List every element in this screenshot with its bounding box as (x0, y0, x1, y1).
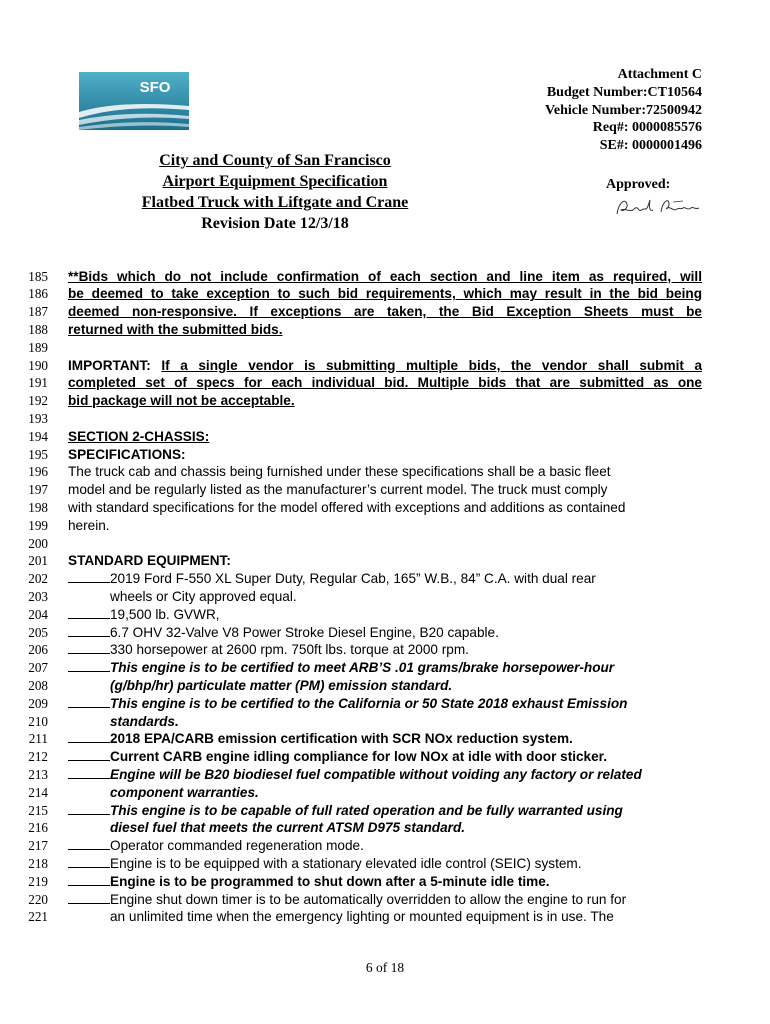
document-line (0, 837, 770, 855)
document-line (0, 695, 770, 713)
checkbox-blank (68, 730, 110, 743)
line-text (68, 891, 626, 909)
line-text (68, 268, 702, 286)
checkbox-blank (68, 641, 110, 654)
document-line (0, 552, 770, 570)
line-number: 200 (28, 535, 48, 551)
line-number: 208 (28, 677, 48, 693)
line-text (68, 481, 607, 499)
line-content: with standard specifications for the model offered with exceptions and additions as contained (68, 499, 626, 515)
line-number: 209 (28, 695, 48, 711)
page-number: 6 of 18 (365, 960, 405, 975)
line-content: Engine will be B20 biodiesel fuel compatible without voiding any factory or related (110, 766, 642, 782)
document-line (0, 730, 770, 748)
document-line (0, 499, 770, 517)
se-number: SE#: 0000001496 (599, 138, 702, 154)
line-content: **Bids which do not include confirmation of each section and line item as required, will (68, 268, 702, 284)
line-number: 218 (28, 855, 48, 871)
attachment-block (545, 66, 702, 155)
line-number: 220 (28, 891, 48, 907)
vehicle-number: Vehicle Number:72500942 (545, 102, 702, 118)
line-content: This engine is to be capable of full rated operation and be fully warranted using (110, 802, 623, 818)
line-number: 196 (28, 464, 48, 480)
line-number: 189 (28, 339, 48, 355)
document-line (0, 410, 770, 428)
signature-image (613, 194, 705, 220)
line-content: deemed non-responsive. If exceptions are taken, the Bid Exception Sheets must be (68, 304, 702, 320)
document-line (0, 446, 770, 464)
line-content: This engine is to be certified to meet ARB’S .01 grams/brake horsepower-hour (110, 660, 615, 676)
line-number: 204 (28, 606, 48, 622)
document-line (0, 392, 770, 410)
line-text (68, 499, 625, 517)
line-number: 213 (28, 766, 48, 782)
line-number: 205 (28, 624, 48, 640)
line-content: bid package will not be acceptable. (68, 393, 295, 409)
line-content: Engine is to be equipped with a stationary elevated idle control (SEIC) system. (110, 855, 582, 871)
important-text: If a single vendor is submitting multiple bids, the vendor shall submit a (161, 357, 702, 373)
document-line (0, 339, 770, 357)
document-line (0, 659, 770, 677)
checkbox-blank (68, 748, 110, 761)
document-line (0, 766, 770, 784)
line-number: 215 (28, 802, 48, 818)
line-number: 188 (28, 321, 48, 337)
checkbox-blank (68, 606, 110, 619)
line-text (68, 517, 110, 535)
document-line (0, 606, 770, 624)
req-number: Req#: 0000085576 (592, 120, 702, 136)
line-number: 201 (28, 553, 48, 569)
budget-number: Budget Number:CT10564 (546, 84, 702, 100)
line-text (68, 570, 596, 588)
document-line (0, 891, 770, 909)
line-number: 193 (28, 410, 48, 426)
line-number: 187 (28, 304, 48, 320)
document-line (0, 873, 770, 891)
document-line (0, 570, 770, 588)
document-line (0, 802, 770, 820)
line-text (68, 392, 295, 410)
line-content: SPECIFICATIONS: (68, 446, 186, 462)
line-number: 217 (28, 838, 48, 854)
line-content: wheels or City approved equal. (110, 588, 297, 604)
line-content: standards. (110, 713, 179, 729)
line-content: an unlimited time when the emergency lighting or mounted equipment is in use. The (110, 909, 614, 925)
document-line (0, 588, 770, 606)
line-content: Engine shut down timer is to be automatically overridden to allow the engine to run for (110, 891, 627, 907)
line-content: Engine is to be programmed to shut down after a 5-minute idle time. (110, 873, 550, 889)
document-line (0, 713, 770, 731)
line-text (68, 802, 623, 820)
line-text (68, 659, 614, 677)
checkbox-blank (68, 766, 110, 779)
line-text (110, 908, 614, 926)
line-number: 186 (28, 286, 48, 302)
line-content: 6.7 OHV 32-Valve V8 Power Stroke Diesel Engine, B20 capable. (110, 624, 499, 640)
line-number: 199 (28, 517, 48, 533)
line-text (68, 873, 550, 891)
line-number: 194 (28, 428, 48, 444)
line-text (68, 428, 209, 446)
line-text (68, 357, 702, 375)
document-line (0, 819, 770, 837)
line-content: (g/bhp/hr) particulate matter (PM) emission standard. (110, 677, 453, 693)
checkbox-blank (68, 891, 110, 904)
document-line (0, 481, 770, 499)
line-number: 210 (28, 713, 48, 729)
line-content: This engine is to be certified to the California or 50 State 2018 exhaust Emission (110, 695, 628, 711)
line-content: completed set of specs for each individual bid. Multiple bids that are submitted as one (68, 375, 702, 391)
document-line (0, 535, 770, 553)
line-text (68, 446, 186, 464)
line-text (68, 321, 283, 339)
sfo-logo (79, 72, 189, 130)
line-text (68, 463, 611, 481)
document-line (0, 855, 770, 873)
title-line-2: Airport Equipment Specification (162, 173, 388, 190)
line-number: 192 (28, 393, 48, 409)
checkbox-blank (68, 855, 110, 868)
important-label: IMPORTANT: (68, 357, 162, 373)
line-text (68, 552, 231, 570)
line-content: Operator commanded regeneration mode. (110, 838, 364, 854)
line-number: 191 (28, 375, 48, 391)
document-line (0, 303, 770, 321)
line-content: model and be regularly listed as the manufacturer’s current model. The truck must comply (68, 482, 608, 498)
document-line (0, 285, 770, 303)
line-text (68, 606, 220, 624)
line-text (68, 285, 702, 303)
checkbox-blank (68, 837, 110, 850)
line-number: 216 (28, 820, 48, 836)
revision-date: Revision Date 12/3/18 (201, 215, 349, 232)
line-number: 203 (28, 588, 48, 604)
line-number: 195 (28, 446, 48, 462)
document-line (0, 321, 770, 339)
document-line (0, 374, 770, 392)
line-text (68, 855, 582, 873)
logo-text: SFO (139, 79, 171, 96)
line-number: 202 (28, 571, 48, 587)
document-line (0, 677, 770, 695)
document-line (0, 908, 770, 926)
line-content: 2019 Ford F-550 XL Super Duty, Regular Cab, 165” W.B., 84” C.A. with dual rear (110, 571, 596, 587)
line-number: 221 (28, 909, 48, 925)
line-number: 190 (28, 357, 48, 373)
approved-label: Approved: (606, 177, 671, 192)
attachment-line: Attachment C (617, 67, 702, 82)
document-line (0, 357, 770, 375)
line-text (68, 748, 607, 766)
checkbox-blank (68, 659, 110, 672)
line-text (68, 374, 702, 392)
line-content: SECTION 2-CHASSIS: (68, 428, 210, 444)
document-title (118, 150, 432, 234)
line-number: 197 (28, 482, 48, 498)
document-line (0, 784, 770, 802)
line-text (110, 819, 465, 837)
line-content: 2018 EPA/CARB emission certification with SCR NOx reduction system. (110, 731, 573, 747)
line-content: Current CARB engine idling compliance for low NOx at idle with door sticker. (110, 749, 607, 765)
line-text (68, 730, 573, 748)
line-content: component warranties. (110, 784, 259, 800)
document-line (0, 624, 770, 642)
line-text (68, 303, 702, 321)
line-text (110, 784, 259, 802)
line-content: diesel fuel that meets the current ATSM D975 standard. (110, 820, 466, 836)
line-number: 211 (28, 731, 48, 747)
checkbox-blank (68, 570, 110, 583)
line-text (68, 624, 499, 642)
line-number: 207 (28, 660, 48, 676)
checkbox-blank (68, 624, 110, 637)
checkbox-blank (68, 873, 110, 886)
line-text (68, 766, 642, 784)
document-line (0, 268, 770, 286)
checkbox-blank (68, 695, 110, 708)
line-text (68, 837, 364, 855)
document-line (0, 641, 770, 659)
line-content: be deemed to take exception to such bid requirements, which may result in the bid being (68, 286, 702, 302)
title-line-3: Flatbed Truck with Liftgate and Crane (141, 194, 409, 211)
document-line (0, 517, 770, 535)
line-number: 214 (28, 784, 48, 800)
line-number: 198 (28, 499, 48, 515)
line-text (110, 677, 452, 695)
line-number: 219 (28, 873, 48, 889)
line-number: 185 (28, 268, 48, 284)
line-content: herein. (68, 517, 110, 533)
line-content: returned with the submitted bids. (68, 321, 283, 337)
line-text (68, 695, 627, 713)
line-text (110, 588, 297, 606)
checkbox-blank (68, 802, 110, 815)
line-number: 206 (28, 642, 48, 658)
title-line-1: City and County of San Francisco (159, 152, 391, 169)
line-content: STANDARD EQUIPMENT: (68, 553, 231, 569)
line-content: 330 horsepower at 2600 rpm. 750ft lbs. torque at 2000 rpm. (110, 642, 469, 658)
line-text (68, 641, 469, 659)
document-line (0, 748, 770, 766)
document-line (0, 463, 770, 481)
document-line (0, 428, 770, 446)
line-text (110, 713, 179, 731)
line-number: 212 (28, 749, 48, 765)
line-content: 19,500 lb. GVWR, (110, 606, 220, 622)
line-content: The truck cab and chassis being furnished under these specifications shall be a basic fleet (68, 464, 611, 480)
